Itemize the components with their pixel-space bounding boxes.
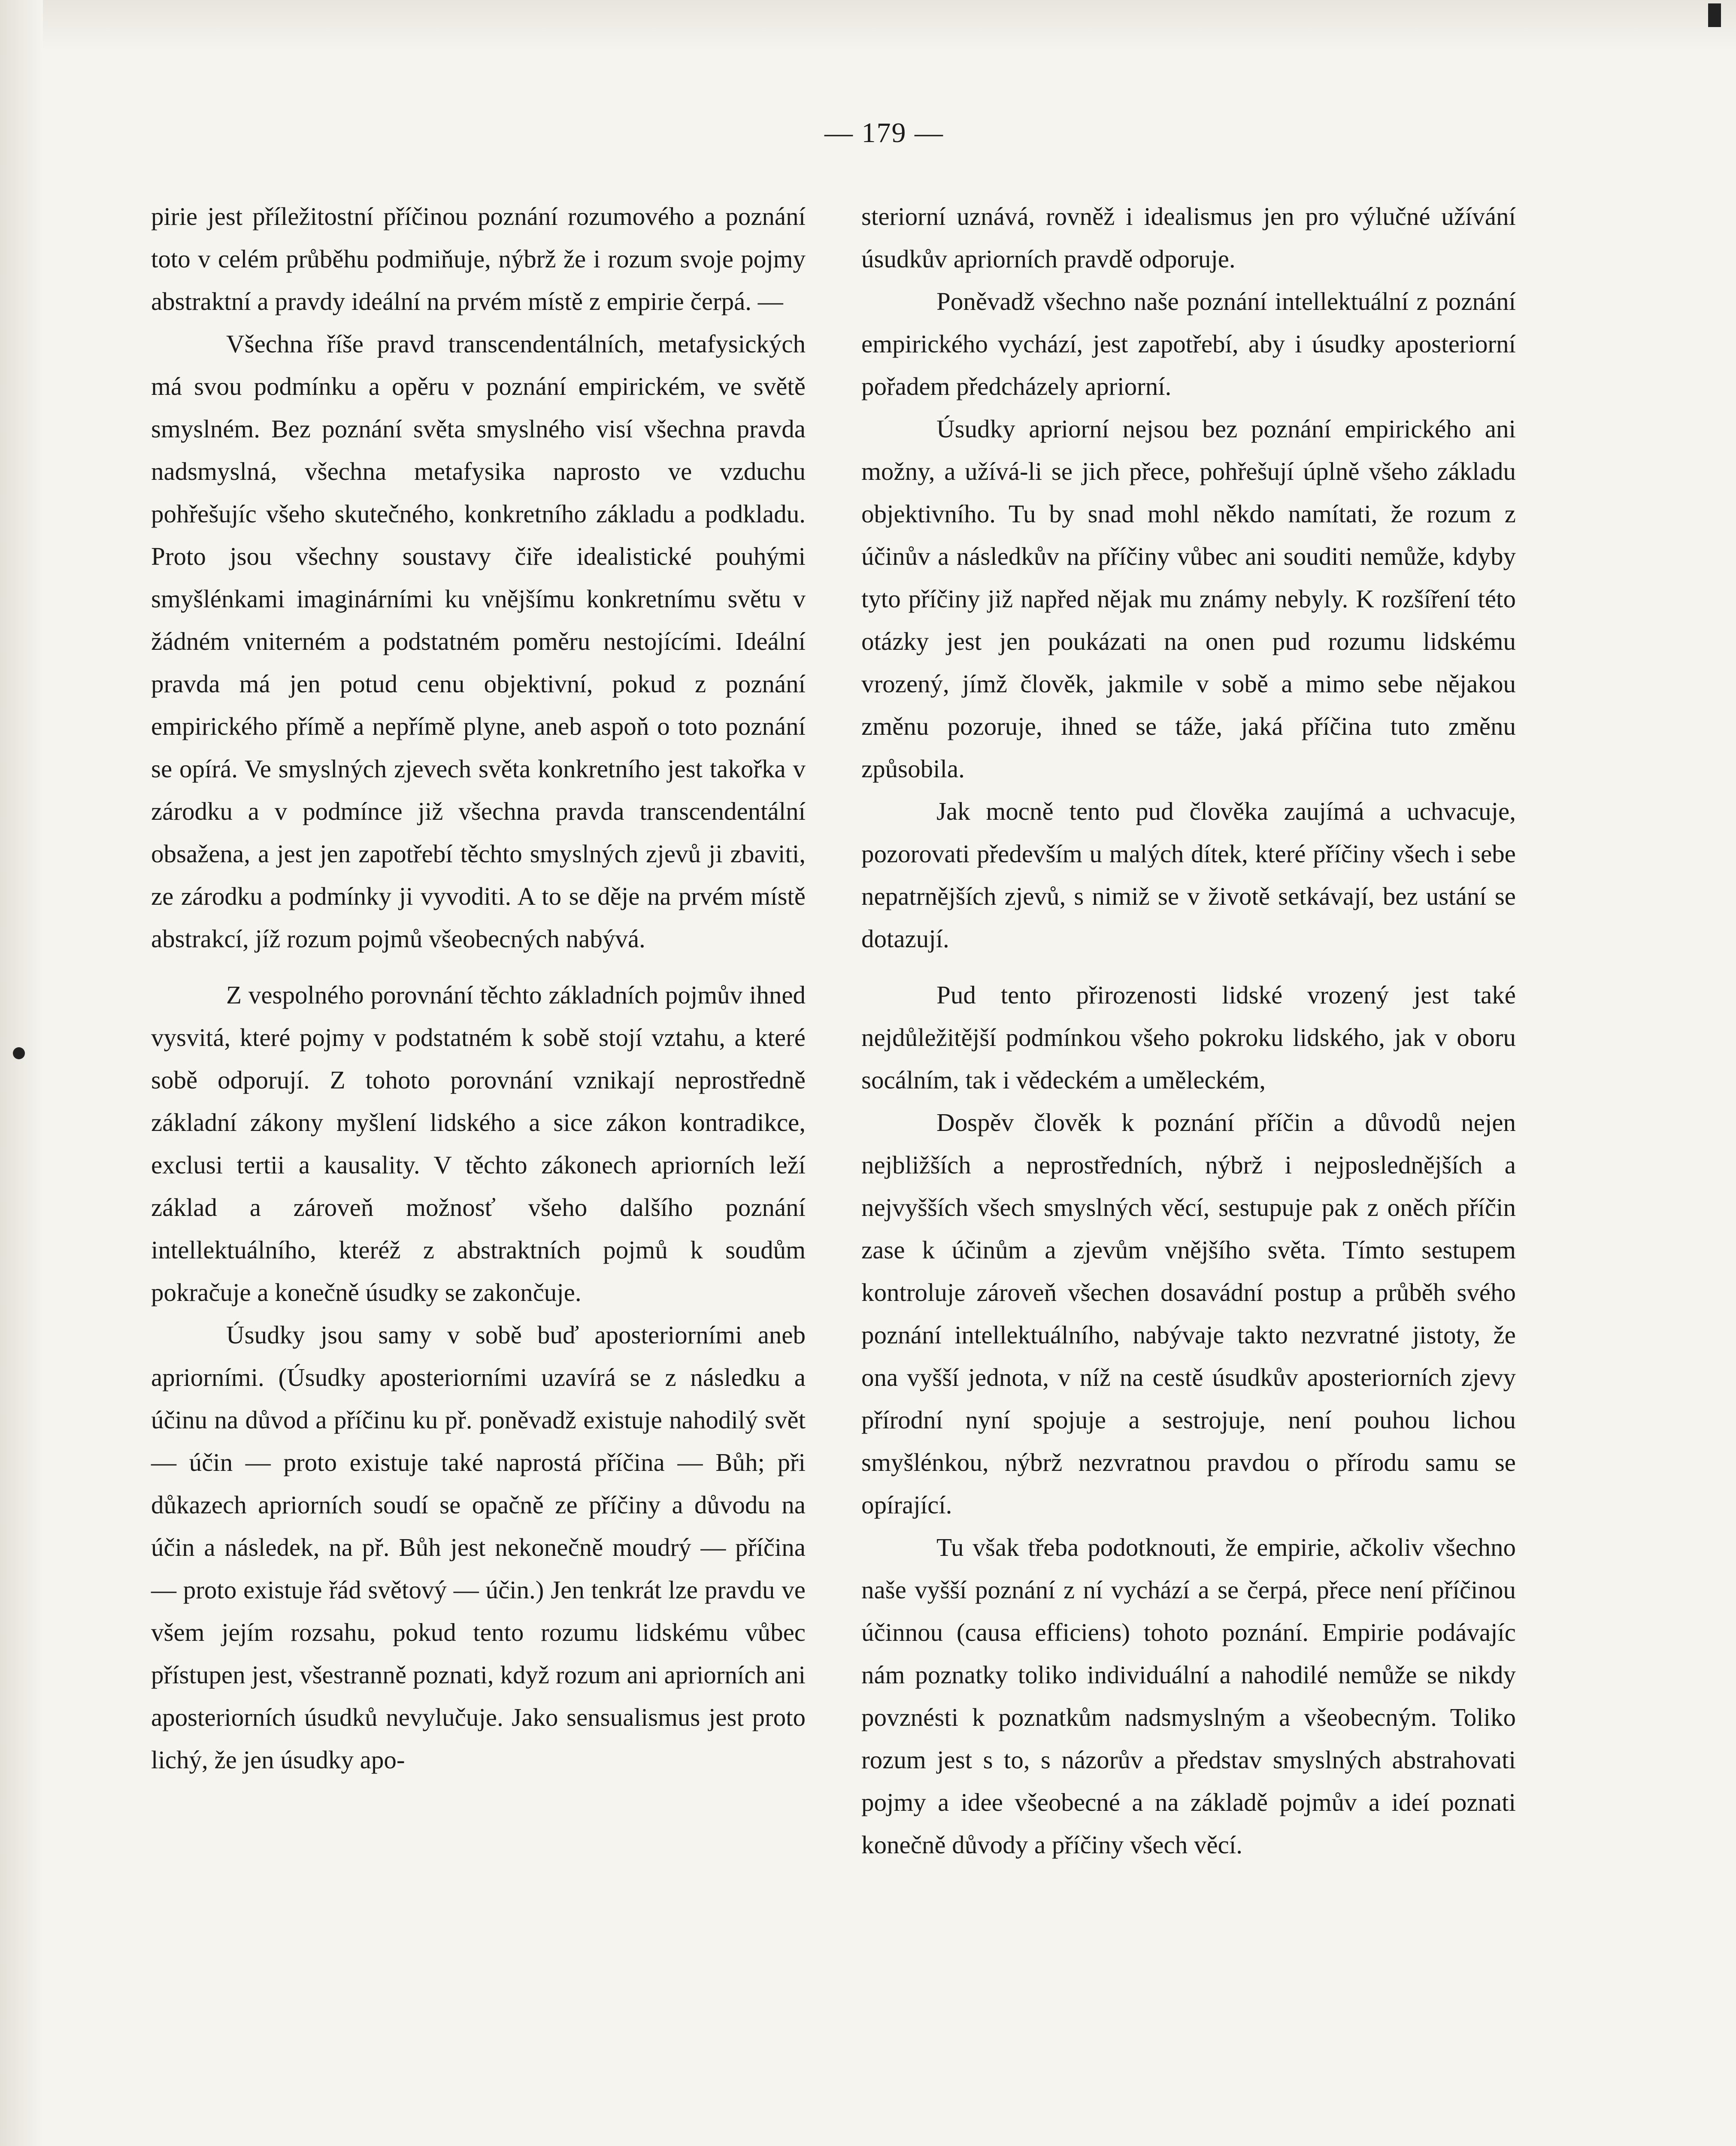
scan-shadow-top	[0, 0, 1736, 52]
paragraph: Z vespolného porovnání těchto základních pojmův ihned vysvitá, které pojmy v podstatném k sobě stojí vztahu, a které sobě odporují. Z tohoto porovnání vznikají neprostředně základní zákony myšlení lidského a sice zákon kontradikce, exclusi tertii a kausality. V těchto zákonech apriorních leží základ a zároveň možnosť všeho dalšího poznání intellektuálního, kteréž z abstraktních pojmů k soudům pokračuje a konečně úsudky se zakončuje.	[151, 981, 806, 1306]
left-column	[151, 195, 806, 1781]
paragraph: Pud tento přirozenosti lidské vrozený jest také nejdůležitější podmínkou všeho pokroku lidského, jak v oboru socálním, tak i vědeckém a uměleckém,	[861, 981, 1516, 1094]
paragraph: Úsudky jsou samy v sobě buď aposteriorními aneb apriorními. (Úsudky aposteriorními uzavírá se z následku a účinu na důvod a příčinu ku př. poněvadž existuje nahodilý svět — účin — proto existuje také naprostá příčina — Bůh; při důkazech apriorních soudí se opačně ze příčiny a důvodu na účin a následek, na př. Bůh jest nekonečně moudrý — příčina — proto existuje řád světový — účin.) Jen tenkrát lze pravdu ve všem jejím rozsahu, pokud tento rozumu lidskému vůbec přístupen jest, všestranně poznati, když rozum ani apriorních ani aposteriorních úsudků nevylučuje. Jako sensualismus jest proto lichý, že jen úsudky apo-	[151, 1321, 806, 1774]
paragraph: pirie jest příležitostní příčinou poznání rozumového a poznání toto v celém průběhu podmiňuje, nýbrž že i rozum svoje pojmy abstraktní a pravdy ideální na prvém místě z empirie čerpá. —	[151, 202, 806, 315]
paragraph: Úsudky apriorní nejsou bez poznání empirického ani možny, a užívá-li se jich přece, pohřešují úplně všeho základu objektivního. Tu by snad mohl někdo namítati, že rozum z účinův a následkův na příčiny vůbec ani souditi nemůže, kdyby tyto příčiny již napřed nějak mu známy nebyly. K rozšíření této otázky jest jen poukázati na onen pud rozumu lidskému vrozený, jímž člověk, jakmile v sobě a mimo sebe nějakou změnu pozoruje, ihned se táže, jaká příčina tuto změnu způsobila.	[861, 415, 1516, 783]
paragraph: steriorní uznává, rovněž i idealismus jen pro výlučné užívání úsudkův apriorních pravdě odporuje.	[861, 202, 1516, 273]
paragraph: Tu však třeba podotknouti, že empirie, ačkoliv všechno naše vyšší poznání z ní vychází a se čerpá, přece není příčinou účinnou (causa efficiens) tohoto poznání. Empirie podávajíc nám poznatky toliko individuální a nahodilé nemůže se nikdy povznésti k poznatkům nadsmyslným a všeobecným. Toliko rozum jest s to, s názorův a představ smyslných abstrahovati pojmy a idee všeobecné a na základě pojmův a ideí poznati konečně důvody a příčiny všech věcí.	[861, 1533, 1516, 1859]
margin-dot	[13, 1047, 25, 1059]
page-number: — 179 —	[824, 117, 944, 149]
paragraph: Všechna říše pravd transcendentálních, metafysických má svou podmínku a opěru v poznání empirickém, ve světě smyslném. Bez poznání světa smyslného visí všechna pravda nadsmyslná, všechna metafysika naprosto ve vzduchu pohřešujíc všeho skutečného, konkretního základu a podkladu. Proto jsou všechny soustavy čiře idealistické pouhými smyšlénkami imaginárními ku vnějšímu konkretnímu světu v žádném vniterném a podstatném poměru nestojícími. Ideální pravda má jen potud cenu objektivní, pokud z poznání empirického přímě a nepřímě plyne, aneb aspoň o toto poznání se opírá. Ve smyslných zjevech světa konkretního jest takořka v zárodku a v podmínce již všechna pravda transcendentální obsažena, a jest jen zapotřebí těchto smyslných zjevů ji zbaviti, ze zárodku a podmínky ji vyvoditi. A to se děje na prvém místě abstrakcí, jíž rozum pojmů všeobecných nabývá.	[151, 330, 806, 953]
scan-corner-mark	[1708, 3, 1721, 27]
right-column	[861, 195, 1516, 1866]
paragraph: Poněvadž všechno naše poznání intellektuální z poznání empirického vychází, jest zapotřebí, aby i úsudky aposteriorní pořadem předcházely apriorní.	[861, 287, 1516, 400]
paragraph: Jak mocně tento pud člověka zaujímá a uchvacuje, pozorovati především u malých dítek, které příčiny všech i sebe nepatrnějších zjevů, s nimiž se v životě setkávají, bez ustání se dotazují.	[861, 797, 1516, 953]
paragraph: Dospěv člověk k poznání příčin a důvodů nejen nejbližších a neprostředních, nýbrž i nejposlednějších a nejvyšších všech smyslných věcí, sestupuje pak z oněch příčin zase k účinům a zjevům vnějšího světa. Tímto sestupem kontroluje zároveň všechen dosavádní postup a průběh svého poznání intellektuálního, nabývaje takto nezvratné jistoty, že ona vyšší jednota, v níž na cestě úsudkův aposteriorních zjevy přírodní nyní spojuje a sestrojuje, není pouhou lichou smyšlénkou, nýbrž nezvratnou pravdou o přírodu samu se opírající.	[861, 1108, 1516, 1519]
scan-shadow-left	[0, 0, 43, 2146]
